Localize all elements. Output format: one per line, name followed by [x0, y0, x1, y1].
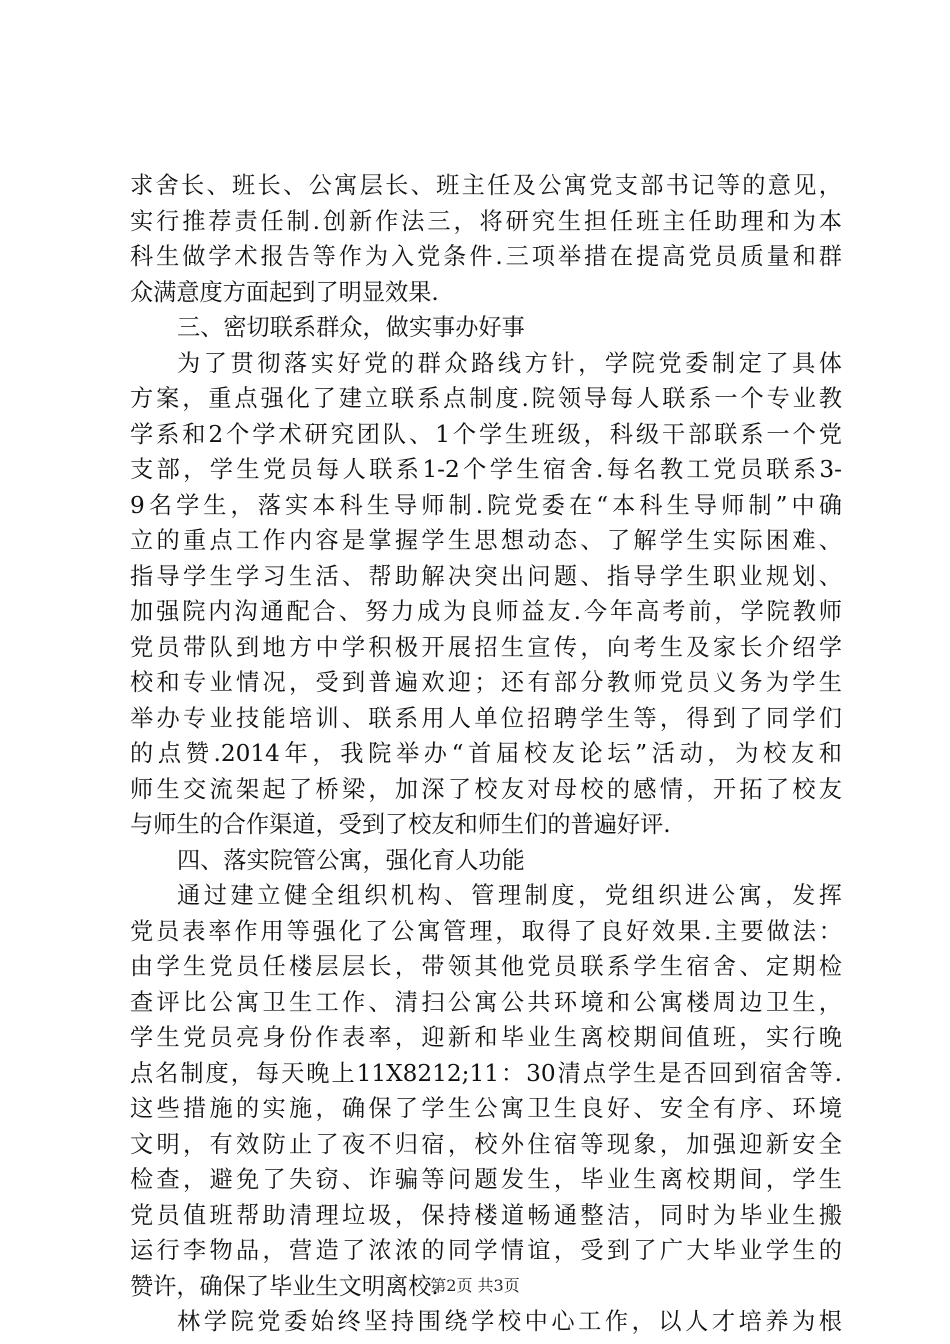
text-line: 学系和2个学术研究团队、1个学生班级，科级干部联系一个党	[130, 420, 842, 448]
text-line: 的点赞.2014年，我院举办“首届校友论坛”活动，为校友和	[130, 740, 842, 767]
text-line: 校和专业情况，受到普遍欢迎；还有部分教师党员义务为学生	[130, 669, 842, 696]
section-heading: 三、密切联系群众，做实事办好事	[177, 314, 525, 341]
text-line: 由学生党员任楼层层长，带领其他党员联系学生宿舍、定期检	[130, 953, 842, 980]
text-line: 为了贯彻落实好党的群众路线方针，学院党委制定了具体	[177, 349, 842, 377]
page-footer	[0, 1276, 950, 1296]
text-line: 运行李物品，营造了浓浓的同学情谊，受到了广大毕业学生的	[130, 1237, 842, 1264]
text-line: 检查，避免了失窃、诈骗等问题发生，毕业生离校期间，学生	[130, 1166, 842, 1193]
text-line: 指导学生学习生活、帮助解决突出问题、指导学生职业规划、	[130, 562, 842, 590]
text-line: 党员带队到地方中学积极开展招生宣传，向考生及家长介绍学	[130, 633, 842, 661]
text-line: 林学院党委始终坚持围绕学校中心工作，以人才培养为根	[177, 1308, 842, 1335]
text-line: 支部，学生党员每人联系1-2个学生宿舍.每名教工党员联系3-	[130, 456, 842, 483]
text-line: 求舍长、班长、公寓层长、班主任及公寓党支部书记等的意见，	[130, 172, 842, 199]
text-line: 通过建立健全组织机构、管理制度，党组织进公寓，发挥	[177, 882, 842, 909]
document-body	[130, 168, 842, 1340]
text-line: 方案，重点强化了建立联系点制度.院领导每人联系一个专业教	[130, 385, 842, 412]
text-line: 学生党员亮身份作表率，迎新和毕业生离校期间值班，实行晚	[130, 1024, 842, 1051]
section-heading: 四、落实院管公寓，强化育人功能	[177, 846, 525, 874]
text-line: 点名制度，每天晚上11X8212;11：30清点学生是否回到宿舍等.	[130, 1059, 842, 1087]
text-line: 举办专业技能培训、联系用人单位招聘学生等，得到了同学们	[130, 704, 842, 732]
text-line: 查评比公寓卫生工作、清扫公寓公共环境和公寓楼周边卫生，	[130, 988, 842, 1016]
text-line: 这些措施的实施，确保了学生公寓卫生良好、安全有序、环境	[130, 1095, 842, 1122]
text-line: 文明，有效防止了夜不归宿，校外住宿等现象，加强迎新安全	[130, 1130, 842, 1158]
text-line: 9名学生，落实本科生导师制.院党委在“本科生导师制”中确	[130, 491, 842, 519]
text-line: 加强院内沟通配合、努力成为良师益友.今年高考前，学院教师	[130, 598, 842, 625]
text-line: 师生交流架起了桥梁，加深了校友对母校的感情，开拓了校友	[130, 775, 842, 803]
text-line: 众满意度方面起到了明显效果.	[130, 278, 439, 306]
text-line: 党员表率作用等强化了公寓管理，取得了良好效果.主要做法：	[130, 917, 842, 945]
text-line: 赞许，确保了毕业生文明离校.	[130, 1272, 439, 1300]
text-line: 科生做学术报告等作为入党条件.三项举措在提高党员质量和群	[130, 243, 842, 270]
text-line: 立的重点工作内容是掌握学生思想动态、了解学生实际困难、	[130, 527, 842, 554]
text-line: 党员值班帮助清理垃圾，保持楼道畅通整洁，同时为毕业生搬	[130, 1201, 842, 1229]
page-number: 第2页 共3页	[430, 1276, 520, 1295]
text-line: 实行推荐责任制.创新作法三，将研究生担任班主任助理和为本	[130, 207, 842, 235]
text-line: 与师生的合作渠道，受到了校友和师生们的普遍好评.	[130, 811, 671, 838]
